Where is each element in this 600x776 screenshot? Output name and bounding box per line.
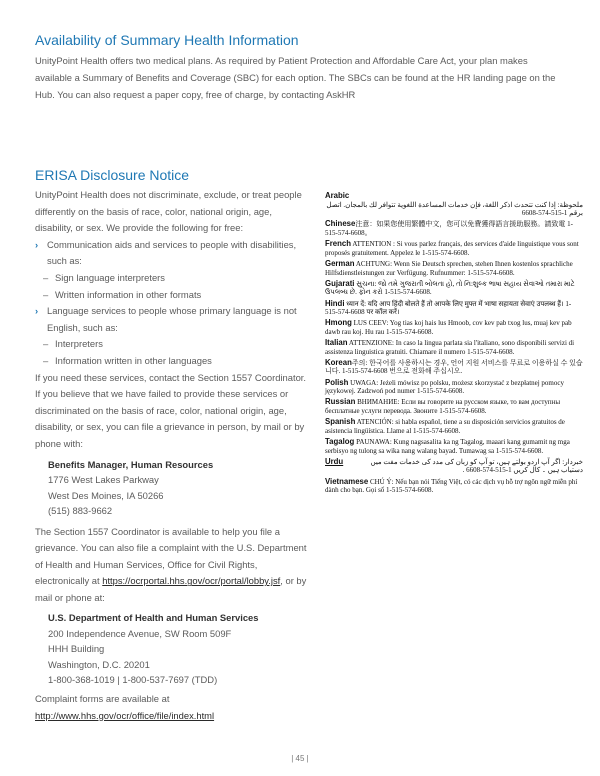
- lang-hmong: [325, 319, 583, 336]
- bullet-language-services: › Language services to people whose primary language is not English, such as:: [35, 303, 310, 336]
- list-item: – Sign language interpreters: [35, 270, 310, 287]
- lang-name: Tagalog: [325, 436, 355, 446]
- ocr-portal-link[interactable]: https://ocrportal.hhs.gov/ocr/portal/lobby.jsf: [102, 575, 281, 587]
- lang-italian: [325, 339, 583, 356]
- lang-korean: [325, 359, 583, 376]
- coordinator-city: West Des Moines, IA 50266: [48, 489, 164, 501]
- hhs-address: [35, 610, 310, 688]
- contact-text: If you need these services, contact the Section 1557 Coordinator. If you believe that we have failed to provide these services or discriminated on the basis of race, color, national origin, age, disability, or sex, you can file a grievance in person, by mail or by phone with:: [35, 371, 306, 449]
- lang-arabic: [325, 192, 583, 218]
- list-item: – Information written in other languages: [35, 353, 310, 370]
- lang-name: Russian: [325, 397, 356, 407]
- lang-text: 注意：如果您使用繁體中文，您可以免費獲得語言援助服務。請致電 1-515-574-6608。: [325, 220, 573, 237]
- lang-polish: [325, 379, 583, 396]
- lang-text: ATTENTION : Si vous parlez français, des services d'aide linguistique vous sont proposés gratuitement. Appelez le 1-515-574-6608.: [325, 240, 579, 257]
- lang-name: Spanish: [325, 417, 356, 427]
- lang-name: Hmong: [325, 318, 352, 328]
- summary-title: Availability of Summary Health Information: [35, 32, 299, 48]
- lang-text: CHÚ Ý: Nếu bạn nói Tiếng Việt, có các dịch vụ hỗ trợ ngôn ngữ miễn phí dành cho bạn. Gọi số 1-515-574-6608.: [325, 477, 578, 495]
- lang-name: Italian: [325, 338, 348, 348]
- erisa-left-column: [35, 187, 310, 724]
- lang-text: UWAGA: Jeżeli mówisz po polsku, możesz skorzystać z bezpłatnej pomocy językowej. Zadzwoń pod numer 1-515-574-6608.: [325, 378, 564, 396]
- summary-body: UnityPoint Health offers two medical plans. As required by Patient Protection and Affordable Care Act, your plan makes available a Summary of Benefits and Coverage (SBC) for each option. The SBCs can be found at the HR landing page on the Hub. You can also request a paper copy, free of charge, by contacting AskHR: [35, 55, 556, 100]
- lang-name: Gujarati: [325, 278, 355, 288]
- lang-text: خبردار: اگر آپ اردو بولتے ہیں، تو آپ کو زبان کی مدد کی خدمات مفت میں دستیاب ہیں ۔ کال کریں 1-515-574-6608 .: [370, 457, 583, 475]
- lang-text: 주의: 한국어를 사용하시는 경우, 언어 지원 서비스를 무료로 이용하실 수 있습니다. 1-515-574-6608 번으로 전화해 주십시오.: [325, 358, 583, 376]
- complaint-text-tail: , or by mail or phone at:: [35, 575, 307, 603]
- lang-hindi: [325, 300, 583, 317]
- lang-german: [325, 260, 583, 277]
- lang-text: સુચના: જો તમે ગુજરાતી બોલતા હો, તો નિ:શુલ્ક ભાષા સહાય સેવાઓ તમારા માટે ઉપલબ્ધ છે. ફોન કરો 1-515-574-6608.: [325, 279, 575, 297]
- lang-name: Arabic: [325, 191, 350, 200]
- language-assistance-list: [325, 192, 583, 497]
- complaint-text-main: The Section 1557 Coordinator is available to help you file a grievance. You can also file a complaint with the U.S. Department of Health and Human Services, Office for Civil Rights, electronically at: [35, 525, 307, 587]
- lang-name: French: [325, 239, 351, 249]
- page-number: | 45 |: [291, 754, 309, 763]
- lang-name: Hindi: [325, 298, 345, 308]
- lang-russian: [325, 398, 583, 415]
- lang-name: Korean: [325, 357, 352, 367]
- hhs-building: HHH Building: [48, 643, 105, 655]
- lang-name: Urdu: [325, 456, 344, 466]
- lang-french: [325, 240, 583, 257]
- lang-text: ATTENZIONE: In caso la lingua parlata sia l'italiano, sono disponibili servizi di assistenza linguistica gratuiti. Chiamare il numero 1-515-574-6608.: [325, 339, 575, 356]
- hhs-street: 200 Independence Avenue, SW Room 509F: [48, 627, 232, 639]
- complaint-text: [35, 524, 310, 607]
- lang-name: Vietnamese: [325, 476, 369, 486]
- coordinator-address: [35, 457, 310, 519]
- lang-spanish: [325, 418, 583, 435]
- lang-text: PAUNAWA: Kung nagsasalita ka ng Tagalog, maaari kang gumamit ng mga serbisyo ng tulong sa wika nang walang bayad. Tumawag sa 1-515-574-6608.: [325, 437, 570, 455]
- lang-name: Chinese: [325, 219, 356, 229]
- forms-link[interactable]: http://www.hhs.gov/ocr/office/file/index.html: [35, 709, 215, 721]
- hhs-name: U.S. Department of Health and Human Services: [48, 612, 259, 624]
- list-item: – Written information in other formats: [35, 287, 310, 304]
- hhs-city: Washington, D.C. 20201: [48, 658, 150, 670]
- bullet-communication-aids: › Communication aids and services to people with disabilities, such as:: [35, 237, 310, 270]
- list-item: – Interpreters: [35, 336, 310, 353]
- lang-chinese: [325, 220, 583, 237]
- erisa-intro: UnityPoint Health does not discriminate, exclude, or treat people differently on the basis of race, color, national origin, age, disability, or sex. We provide the following for free:: [35, 189, 302, 234]
- forms-text: Complaint forms are available at: [35, 692, 170, 704]
- lang-gujarati: [325, 280, 583, 297]
- lang-name: Polish: [325, 377, 349, 387]
- erisa-title: ERISA Disclosure Notice: [35, 167, 190, 183]
- coordinator-street: 1776 West Lakes Parkway: [48, 474, 159, 485]
- lang-text: ATENCIÓN: si habla español, tiene a su disposición servicios gratuitos de asistencia lingüística. Llame al 1-515-574-6608.: [325, 418, 565, 435]
- lang-urdu: [325, 458, 583, 475]
- lang-text: ACHTUNG: Wenn Sie Deutsch sprechen, stehen Ihnen kostenlos sprachliche Hilfsdienstleistungen zur Verfügung. Rufnummer: 1-515-574-6608.: [325, 259, 573, 277]
- coordinator-phone: (515) 883-9662: [48, 505, 113, 516]
- hhs-phone: 1-800-368-1019 | 1-800-537-7697 (TDD): [48, 674, 218, 686]
- lang-text: LUS CEEV: Yog tias koj hais lus Hmoob, cov kev pab txog lus, muaj kev pab dawb rau koj. Hu rau 1-515-574-6608.: [325, 319, 572, 336]
- lang-text: ملحوظة: إذا كنت تتحدث اذكر اللغة، فإن خدمات المساعدة اللغوية تتوافر لك بالمجان. اتصل برقم 1-515-574-6608: [326, 200, 583, 218]
- lang-name: German: [325, 258, 355, 268]
- lang-text: ध्यान दें: यदि आप हिंदी बोलते हैं तो आपके लिए मुफ्त में भाषा सहायता सेवाएं उपलब्ध हैं। 1-515-574-6608 पर कॉल करें।: [325, 299, 572, 317]
- lang-vietnamese: [325, 478, 583, 495]
- lang-tagalog: [325, 438, 583, 455]
- lang-text: ВНИМАНИЕ: Если вы говорите на русском языке, то вам доступны бесплатные услуги перевода. Звоните 1-515-574-6608.: [325, 398, 561, 415]
- coordinator-name: Benefits Manager, Human Resources: [48, 458, 214, 470]
